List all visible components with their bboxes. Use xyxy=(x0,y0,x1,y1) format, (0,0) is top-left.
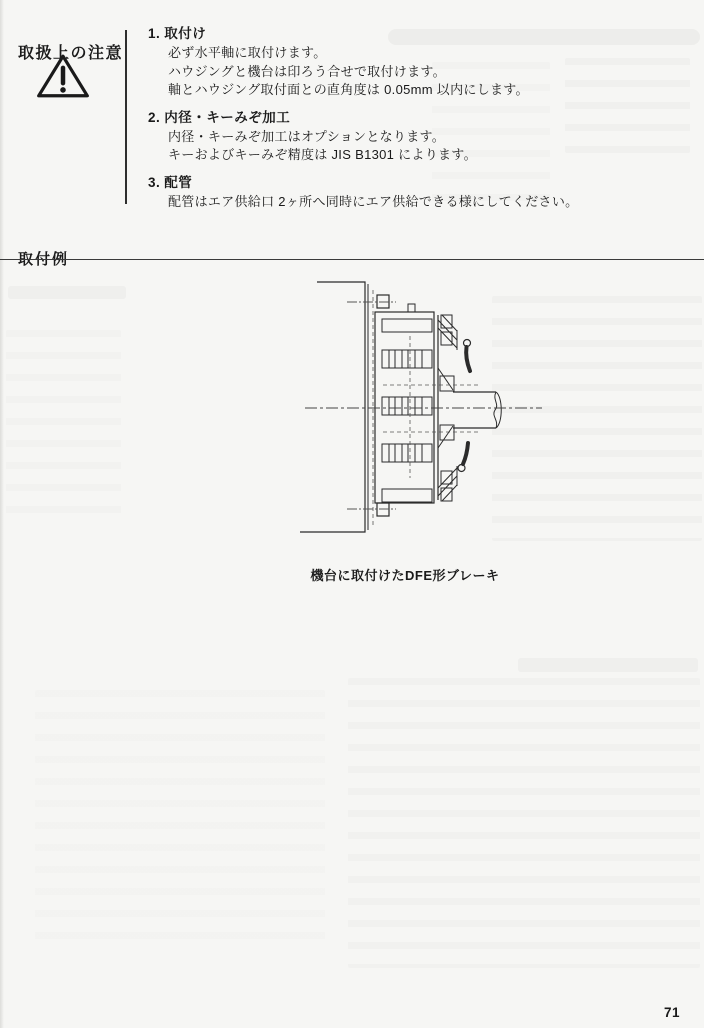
drawing-caption: 機台に取付けたDFE形ブレーキ xyxy=(310,568,500,583)
precaution-text: キーおよびキーみぞ精度は JIS B1301 によります。 xyxy=(168,147,477,162)
precaution-item-title xyxy=(148,24,696,44)
scan-edge-shading xyxy=(0,0,4,1028)
bleedthrough-band xyxy=(8,286,126,299)
item-number: 2. xyxy=(148,109,161,125)
precaution-text: 配管はエア供給口 2ヶ所へ同時にエア供給できる様にしてください。 xyxy=(168,193,579,209)
warning-triangle-icon xyxy=(36,52,90,100)
bleedthrough-table xyxy=(6,330,121,520)
precaution-text: 軸とハウジング取付面との直角度は 0.05mm 以内にします。 xyxy=(168,82,529,97)
item-number: 1. xyxy=(148,26,161,41)
item-title: 内径・キーみぞ加工 xyxy=(164,109,291,125)
mounting-example-heading: 取付例 xyxy=(18,251,70,269)
precaution-item xyxy=(148,108,696,165)
precaution-text: 必ず水平軸に取付けます。 xyxy=(168,45,327,60)
section-divider-line xyxy=(125,30,127,204)
item-number: 3. xyxy=(148,174,161,190)
precaution-item-title xyxy=(148,108,696,128)
section-rule xyxy=(0,259,704,260)
precautions-heading: 取扱上の注意 xyxy=(18,45,124,63)
precaution-item-title xyxy=(148,173,696,193)
precaution-item xyxy=(148,173,696,212)
page-number: 71 xyxy=(664,1005,681,1020)
precaution-text: 内径・キーみぞ加工はオプションとなります。 xyxy=(168,128,446,144)
item-title: 取付け xyxy=(164,26,207,41)
bleedthrough-table xyxy=(348,678,700,968)
brake-mounting-drawing xyxy=(290,265,555,550)
precaution-item xyxy=(148,24,696,100)
precaution-text: ハウジングと機台は印ろう合せで取付けます。 xyxy=(168,63,446,79)
item-title: 配管 xyxy=(164,174,193,190)
bleedthrough-band xyxy=(518,658,698,672)
precaution-list xyxy=(148,24,696,219)
bleedthrough-chart xyxy=(35,690,325,950)
